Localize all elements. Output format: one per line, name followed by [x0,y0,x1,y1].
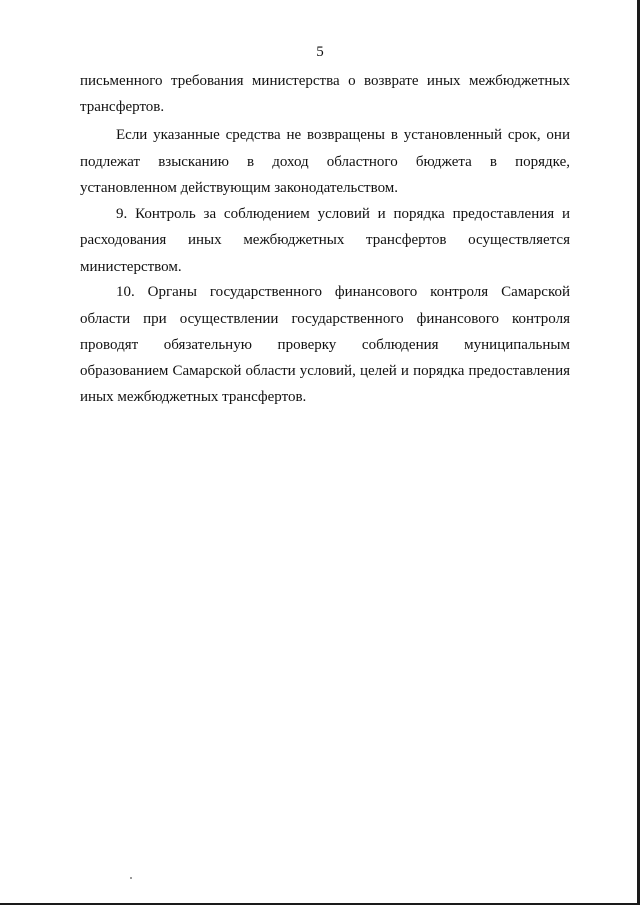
text-line: трансфертов. [80,99,165,115]
text-line: иных межбюджетных трансфертов. [80,389,307,405]
page-number: 5 [316,44,324,60]
text-line: расходования иных межбюджетных трансфертов осуществляется [80,232,570,248]
text-line: установленном действующим законодательством. [80,180,399,196]
text-line: 9. Контроль за соблюдением условий и порядка предоставления и [116,206,570,222]
text-line: министерством. [80,259,182,275]
text-line: образованием Самарской области условий, целей и порядка предоставления [80,363,570,379]
scan-speck [130,877,132,879]
text-line: проводят обязательную проверку соблюдения муниципальным [80,337,570,353]
text-line: области при осуществлении государственного финансового контроля [80,311,570,327]
text-line: подлежат взысканию в доход областного бюджета в порядке, [80,154,570,170]
text-line: 10. Органы государственного финансового контроля Самарской [116,284,570,300]
text-line: письменного требования министерства о возврате иных межбюджетных [80,73,570,89]
text-line: Если указанные средства не возвращены в установленный срок, они [116,127,570,143]
